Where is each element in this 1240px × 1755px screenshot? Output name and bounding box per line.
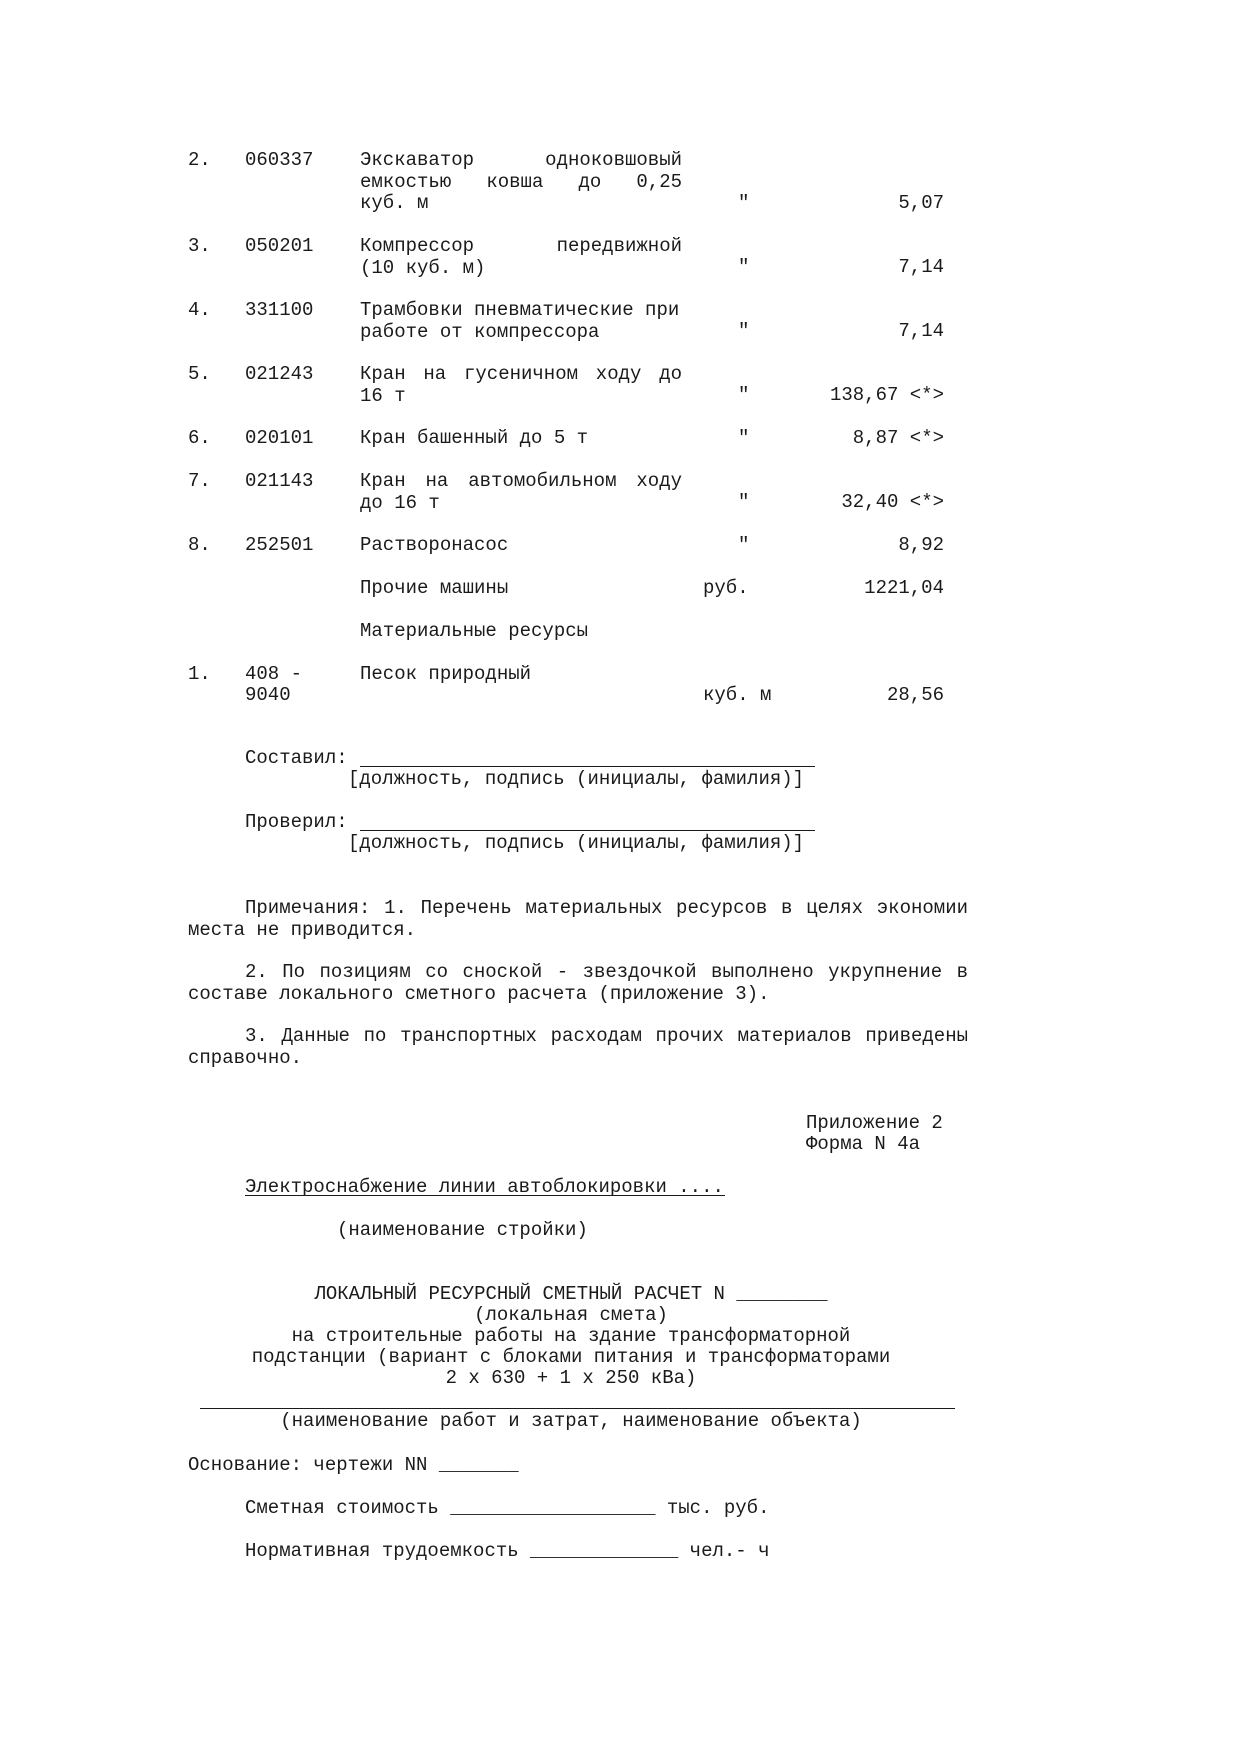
materials-heading: Материальные ресурсы xyxy=(360,620,589,642)
resource-name: Трамбовки пневматические при работе от компрессора xyxy=(360,299,680,343)
construction-hint: (наименование стройки) xyxy=(337,1219,588,1241)
estimate-underline xyxy=(200,1408,955,1409)
resource-code-line2: 9040 xyxy=(245,684,291,706)
quantity: 138,67 <*> xyxy=(829,384,944,406)
estimate-description-line3: 2 x 630 + 1 x 250 кВа) xyxy=(445,1367,697,1389)
quantity: 32,40 <*> xyxy=(841,491,944,513)
estimate-hint: (наименование работ и затрат, наименование объекта) xyxy=(280,1410,862,1432)
unit: " xyxy=(738,320,750,342)
estimate-title: ЛОКАЛЬНЫЙ РЕСУРСНЫЙ СМЕТНЫЙ РАСЧЕТ N ________ xyxy=(314,1283,828,1305)
note-1: Примечания: 1. Перечень материальных ресурсов в целях экономии места не приводится. xyxy=(188,897,968,941)
note-3: 3. Данные по транспортных расходам прочих материалов приведены справочно. xyxy=(188,1025,968,1069)
unit: " xyxy=(738,491,750,513)
unit: " xyxy=(738,384,750,406)
row-number: 7. xyxy=(188,470,211,492)
estimated-cost-line: Сметная стоимость __________________ тыс. руб. xyxy=(245,1497,770,1519)
quantity: 28,56 xyxy=(886,684,944,706)
unit: " xyxy=(738,256,750,278)
resource-name: Прочие машины xyxy=(360,577,509,599)
quantity: 1221,04 xyxy=(864,577,944,599)
quantity: 7,14 xyxy=(898,320,944,342)
unit: руб. xyxy=(703,577,749,599)
resource-code: 021143 xyxy=(245,470,314,492)
quantity: 8,92 xyxy=(898,534,944,556)
unit: " xyxy=(738,534,750,556)
estimate-subtitle: (локальная смета) xyxy=(474,1304,668,1326)
signature-hint: [должность, подпись (инициалы, фамилия)] xyxy=(348,832,805,854)
resource-name: Кран башенный до 5 т xyxy=(360,427,589,449)
quantity: 7,14 xyxy=(898,256,944,278)
resource-code: 252501 xyxy=(245,534,314,556)
resource-code: 050201 xyxy=(245,235,314,257)
resource-name: Кран на гусеничном ходу до 16 т xyxy=(360,363,682,407)
checked-label: Проверил: xyxy=(245,811,348,833)
resource-name: Кран на автомобильном ходу до 16 т xyxy=(360,470,682,514)
resource-name: Экскаватор одноковшовый емкостью ковша до 0,25 куб. м xyxy=(360,149,682,214)
note-2: 2. По позициям со сноской - звездочкой выполнено укрупнение в составе локального сметного расчета (приложение 3). xyxy=(188,961,968,1005)
resource-name: Компрессор передвижной (10 куб. м) xyxy=(360,235,682,279)
compiled-label: Составил: xyxy=(245,747,348,769)
construction-name: Электроснабжение линии автоблокировки .... xyxy=(245,1176,724,1198)
appendix-label: Приложение 2 xyxy=(806,1112,943,1134)
quantity: 5,07 xyxy=(898,192,944,214)
resource-code: 331100 xyxy=(245,299,314,321)
basis-line: Основание: чертежи NN _______ xyxy=(188,1454,519,1476)
signature-line xyxy=(360,830,815,831)
row-number: 2. xyxy=(188,149,211,171)
unit: " xyxy=(738,192,750,214)
form-label: Форма N 4а xyxy=(806,1133,921,1155)
quantity: 8,87 <*> xyxy=(852,427,944,449)
resource-code: 060337 xyxy=(245,149,314,171)
row-number: 6. xyxy=(188,427,211,449)
row-number: 5. xyxy=(188,363,211,385)
row-number: 8. xyxy=(188,534,211,556)
signature-hint: [должность, подпись (инициалы, фамилия)] xyxy=(348,768,805,790)
resource-code: 021243 xyxy=(245,363,314,385)
estimate-description-line1: на строительные работы на здание трансформаторной xyxy=(291,1325,851,1347)
resource-name: Песок природный xyxy=(360,663,532,685)
labor-intensity-line: Нормативная трудоемкость _____________ чел.- ч xyxy=(245,1540,770,1562)
row-number: 3. xyxy=(188,235,211,257)
row-number: 4. xyxy=(188,299,211,321)
unit: куб. м xyxy=(703,684,772,706)
resource-name: Растворонасос xyxy=(360,534,509,556)
estimate-description-line2: подстанции (вариант с блоками питания и трансформаторами xyxy=(251,1346,891,1368)
row-number: 1. xyxy=(188,663,211,685)
resource-code-line1: 408 - xyxy=(245,663,303,685)
unit: " xyxy=(738,427,750,449)
resource-code: 020101 xyxy=(245,427,314,449)
construction-underline xyxy=(245,1195,725,1196)
signature-line xyxy=(360,766,815,767)
